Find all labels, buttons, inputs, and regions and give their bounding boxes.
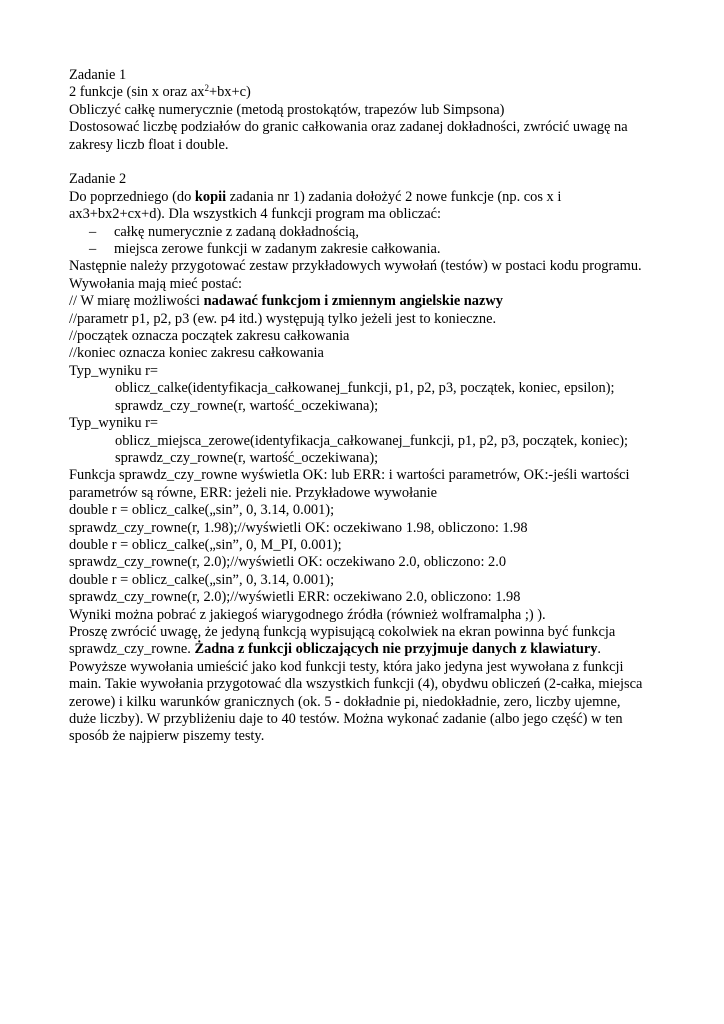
task1-functions-suffix: +bx+c) bbox=[208, 84, 251, 101]
final-line5: sposób że najpierw piszemy testy. bbox=[69, 728, 265, 745]
desc-line1: Funkcja sprawdz_czy_rowne wyświetla OK: lub ERR: i wartości parametrów, OK:-jeśli wartości bbox=[69, 467, 630, 484]
task1-adjust-line1: Dostosować liczbę podziałów do granic całkowania oraz zadanej dokładności, zwrócić uwagę na bbox=[69, 119, 628, 136]
comment-parameters: //parametr p1, p2, p3 (ew. p4 itd.) występują tylko jeżeli jest to konieczne. bbox=[69, 310, 497, 327]
final-line4: duże liczby). W przybliżeniu daje to 40 testów. Można wykonać zadanie (albo jego część) w ten bbox=[69, 711, 623, 728]
comment1-bold: nadawać funkcjom i zmiennym angielskie nazwy bbox=[203, 293, 503, 310]
code-result-type-1: Typ_wyniku r= bbox=[69, 362, 159, 379]
bullet-marker: – bbox=[89, 241, 97, 258]
paragraph-gap bbox=[69, 154, 689, 171]
attention-period: . bbox=[597, 641, 602, 658]
final-line3: zerowe) i kilku warunków granicznych (ok. 5 - dokładnie pi, niedokładnie, zero, liczby ujemne, bbox=[69, 693, 621, 710]
final-line1: Powyższe wywołania umieścić jako kod funkcji testy, która jako jedyna jest wywołana z funkcji bbox=[69, 658, 624, 675]
tests-line1: Następnie należy przygotować zestaw przykładowych wywołań (testów) w postaci kodu programu. bbox=[69, 258, 642, 275]
example-line: sprawdz_czy_rowne(r, 2.0);//wyświetli ERR: oczekiwano 2.0, obliczono: 1.98 bbox=[69, 589, 521, 606]
task2-title: Zadanie 2 bbox=[69, 171, 127, 188]
list-item bbox=[69, 224, 689, 241]
list-item-text: miejsca zerowe funkcji w zadanym zakresie całkowania. bbox=[114, 241, 441, 258]
comment1-text: // W miarę możliwości bbox=[69, 293, 204, 310]
attention-line2 bbox=[69, 641, 689, 658]
tests-line2: Wywołania mają mieć postać: bbox=[69, 275, 242, 292]
task2-intro-b: zadania nr 1) zadania dołożyć 2 nowe funkcje (np. cos x i bbox=[226, 188, 562, 205]
task2-intro-line2: ax3+bx2+cx+d). Dla wszystkich 4 funkcji program ma obliczać: bbox=[69, 206, 442, 223]
list-item-text: całkę numerycznie z zadaną dokładnością, bbox=[114, 223, 359, 240]
task1-functions-sup: 2 bbox=[204, 83, 209, 94]
attention-line1: Proszę zwrócić uwagę, że jedyną funkcją wypisującą cokolwiek na ekran powinna być funkcja bbox=[69, 623, 616, 640]
code-call-integral: oblicz_calke(identyfikacja_całkowanej_funkcji, p1, p2, p3, początek, koniec, epsilon); bbox=[115, 380, 615, 397]
attention-bold: Żadna z funkcji obliczających nie przyjmuje danych z klawiatury bbox=[194, 641, 598, 658]
task1-integrate: Obliczyć całkę numerycznie (metodą prostokątów, trapezów lub Simpsona) bbox=[69, 101, 505, 118]
comment-english-names bbox=[69, 293, 689, 310]
task1-functions-prefix: 2 funkcje (sin x oraz ax bbox=[69, 84, 205, 101]
code-result-type-2: Typ_wyniku r= bbox=[69, 415, 159, 432]
task1-adjust-line2: zakresy liczb float i double. bbox=[69, 136, 229, 153]
document-page bbox=[69, 67, 689, 746]
code-call-zeros: oblicz_miejsca_zerowe(identyfikacja_całkowanej_funkcji, p1, p2, p3, początek, koniec); bbox=[115, 432, 629, 449]
example-line: double r = oblicz_calke(„sin”, 0, M_PI, 0.001); bbox=[69, 536, 342, 553]
attention-text: sprawdz_czy_rowne. bbox=[69, 641, 195, 658]
comment-start: //początek oznacza początek zakresu całkowania bbox=[69, 328, 350, 345]
results-source: Wyniki można pobrać z jakiegoś wiarygodnego źródła (również wolframalpha ;) ). bbox=[69, 606, 546, 623]
comment-end: //koniec oznacza koniec zakresu całkowania bbox=[69, 345, 324, 362]
task1-title: Zadanie 1 bbox=[69, 67, 127, 83]
example-line: double r = oblicz_calke(„sin”, 0, 3.14, 0.001); bbox=[69, 571, 335, 588]
example-line: sprawdz_czy_rowne(r, 2.0);//wyświetli OK: oczekiwano 2.0, obliczono: 2.0 bbox=[69, 554, 507, 571]
task1-functions bbox=[69, 84, 689, 101]
bullet-marker: – bbox=[89, 223, 97, 240]
task2-intro-line1 bbox=[69, 189, 689, 206]
task2-intro-bold: kopii bbox=[194, 188, 227, 205]
code-check-2: sprawdz_czy_rowne(r, wartość_oczekiwana); bbox=[115, 449, 379, 466]
desc-line2: parametrów są równe, ERR: jeżeli nie. Przykładowe wywołanie bbox=[69, 484, 438, 501]
code-check-1: sprawdz_czy_rowne(r, wartość_oczekiwana); bbox=[115, 397, 379, 414]
task2-intro-a: Do poprzedniego (do bbox=[69, 188, 195, 205]
final-line2: main. Takie wywołania przygotować dla wszystkich funkcji (4), obydwu obliczeń (2-całka, miejsca bbox=[69, 676, 643, 693]
list-item bbox=[69, 241, 689, 258]
example-line: double r = oblicz_calke(„sin”, 0, 3.14, 0.001); bbox=[69, 502, 335, 519]
example-line: sprawdz_czy_rowne(r, 1.98);//wyświetli OK: oczekiwano 1.98, obliczono: 1.98 bbox=[69, 519, 528, 536]
